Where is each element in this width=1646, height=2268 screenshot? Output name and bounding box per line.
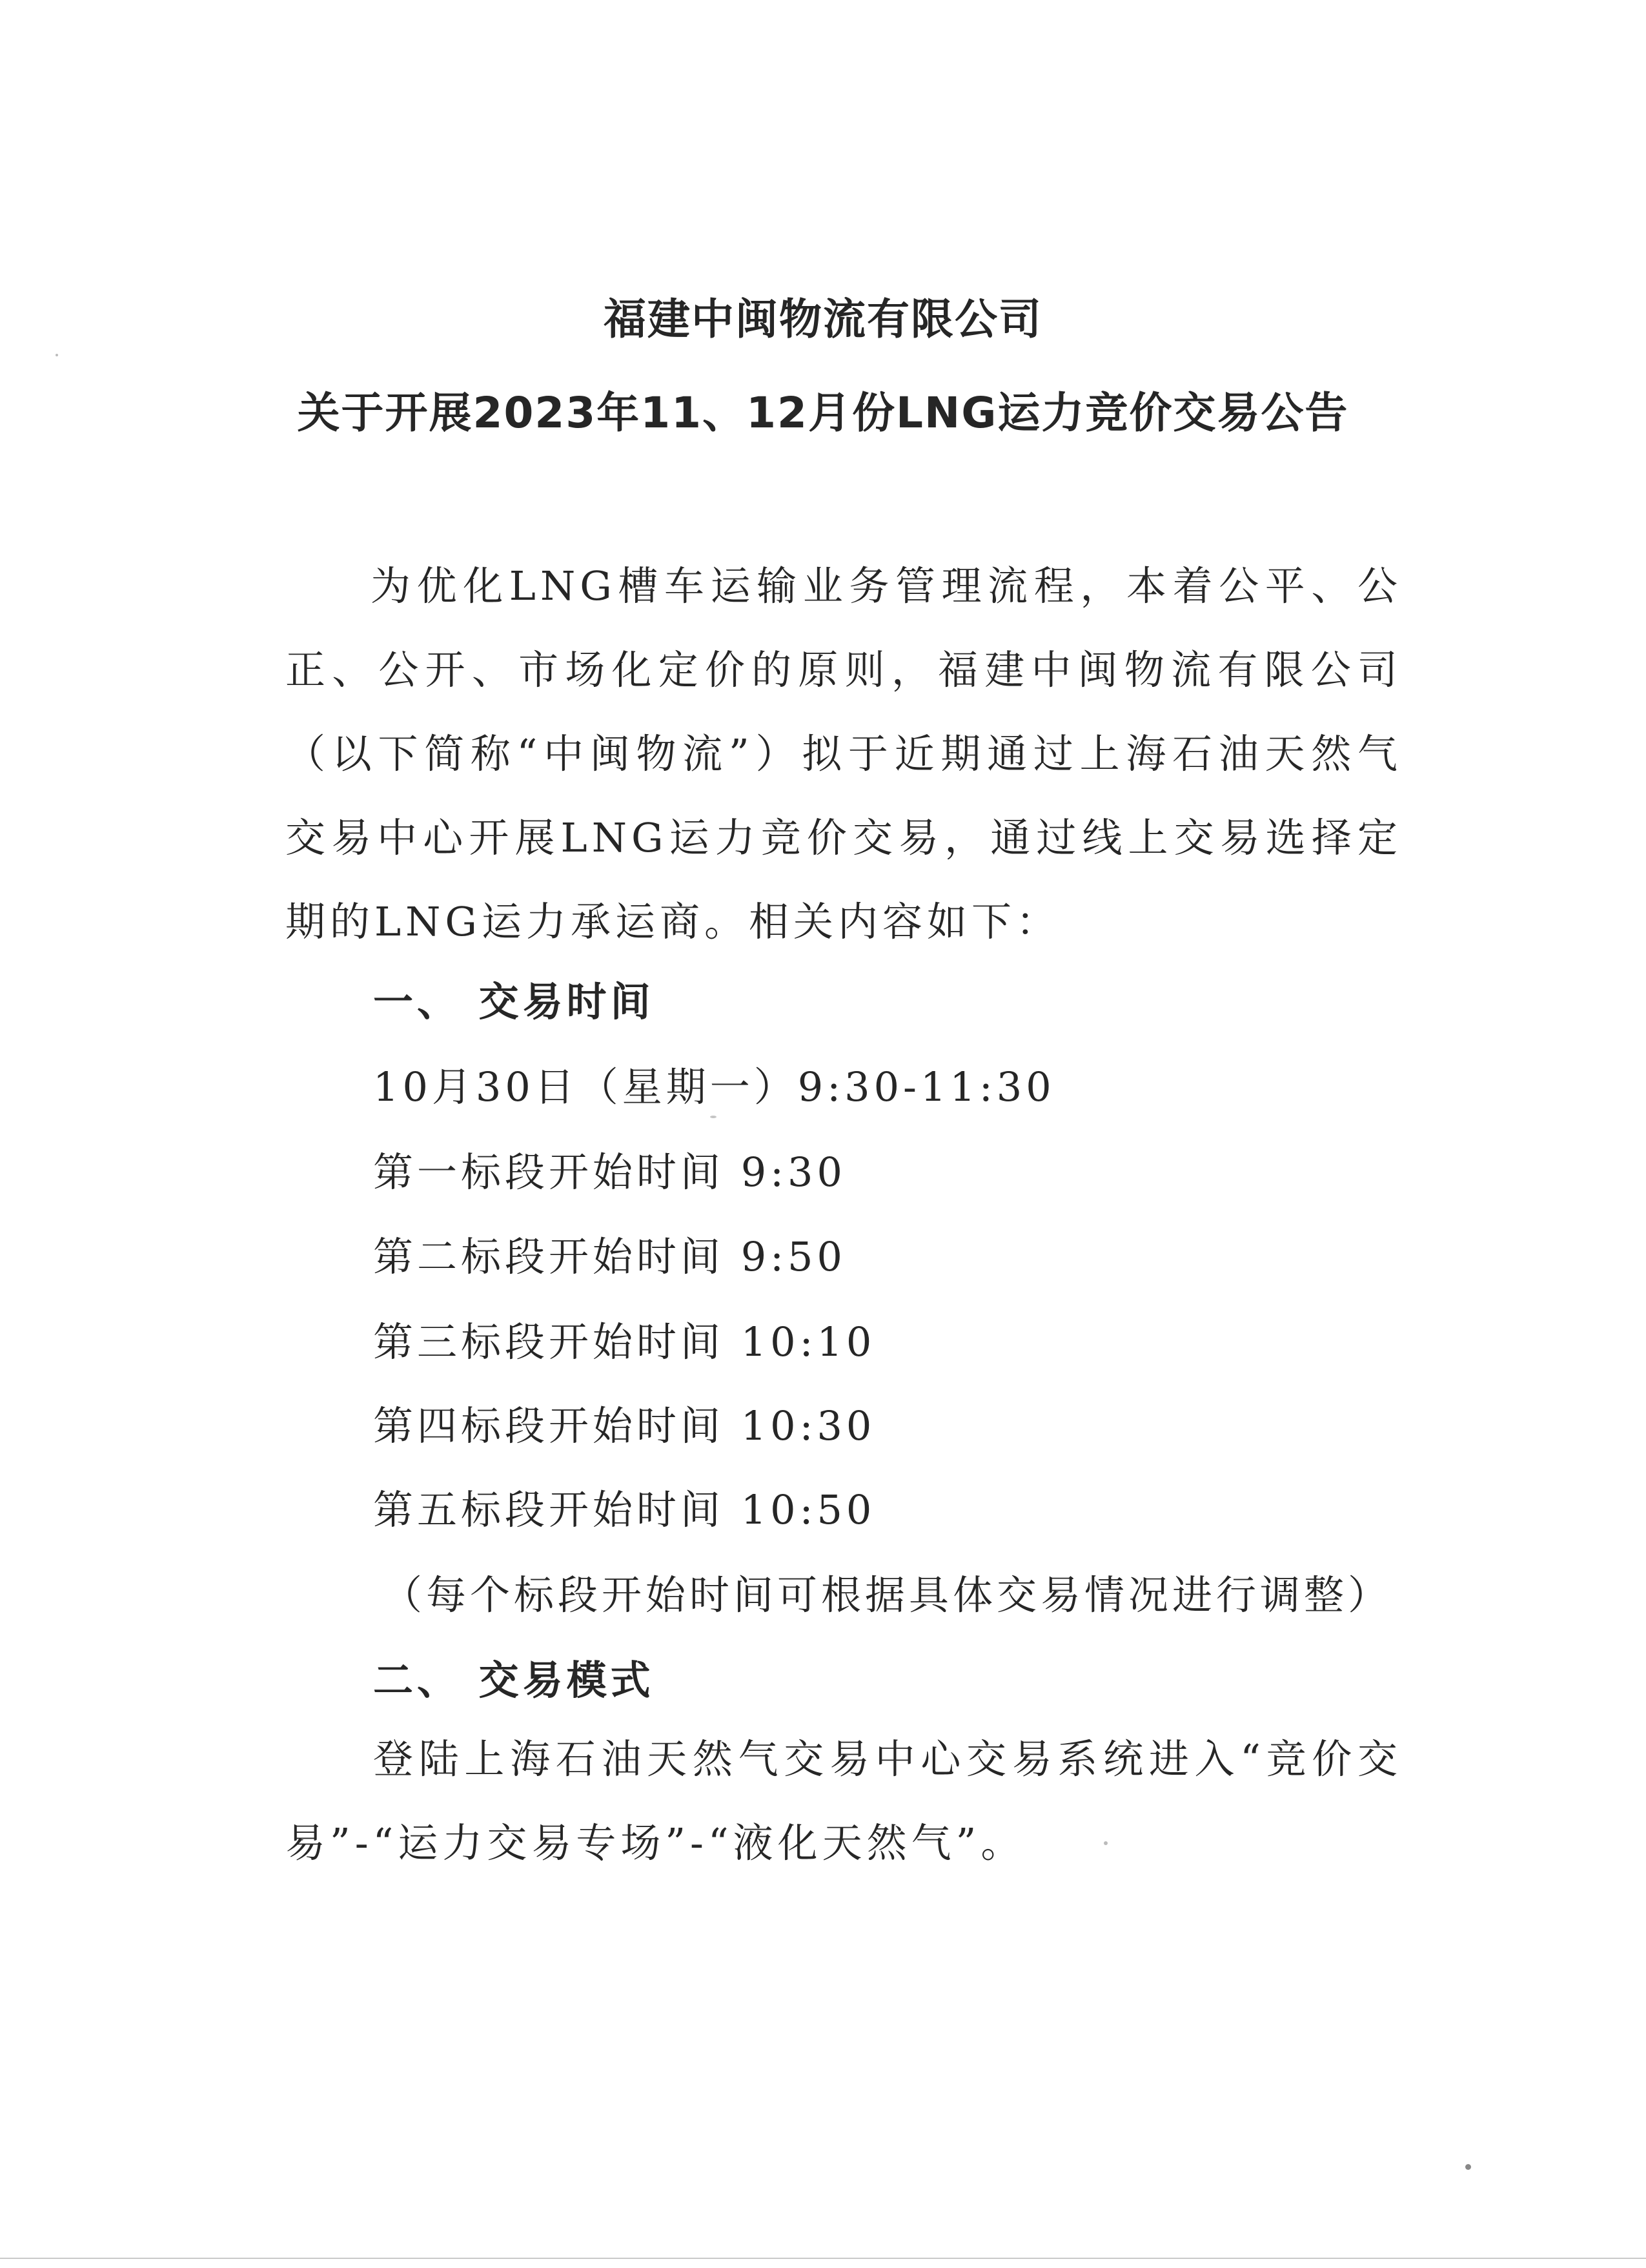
lot-3-start-time: 第三标段开始时间 10:10 bbox=[373, 1318, 876, 1365]
scan-speck bbox=[56, 354, 58, 356]
scan-bottom-edge bbox=[0, 2258, 1646, 2259]
trading-date-line: 10月30日（星期一）9:30-11:30 bbox=[373, 1063, 1055, 1110]
scan-speck bbox=[1104, 1841, 1108, 1845]
intro-paragraph: 为优化LNG槽车运输业务管理流程，本着公平、公正、公开、市场化定价的原则，福建中闽物流有限公司（以下简称“中闽物流”）拟于近期通过上海石油天然气交易中心开展LNG运力竞价交易，通过线上交易选择定期的LNG运力承运商。相关内容如下： bbox=[285, 562, 1402, 945]
lot-2-start-time: 第二标段开始时间 9:50 bbox=[373, 1233, 846, 1280]
trading-mode-paragraph: 登陆上海石油天然气交易中心交易系统进入“竞价交易”-“运力交易专场”-“液化天然气”。 bbox=[285, 1735, 1402, 1866]
document-title-line-1: 福建中闽物流有限公司 bbox=[604, 294, 1042, 344]
lot-4-start-time: 第四标段开始时间 10:30 bbox=[373, 1402, 876, 1449]
adjustment-note: （每个标段开始时间可根据具体交易情况进行调整） bbox=[382, 1571, 1392, 1619]
document-title-line-2: 关于开展2023年11、12月份LNG运力竞价交易公告 bbox=[297, 388, 1349, 438]
section-2-heading: 二、 交易模式 bbox=[373, 1657, 655, 1704]
lot-5-start-time: 第五标段开始时间 10:50 bbox=[373, 1486, 876, 1533]
lot-1-start-time: 第一标段开始时间 9:30 bbox=[373, 1149, 846, 1196]
scan-speck bbox=[710, 1116, 716, 1118]
scan-speck bbox=[1465, 2164, 1471, 2170]
section-1-heading: 一、 交易时间 bbox=[373, 978, 655, 1025]
